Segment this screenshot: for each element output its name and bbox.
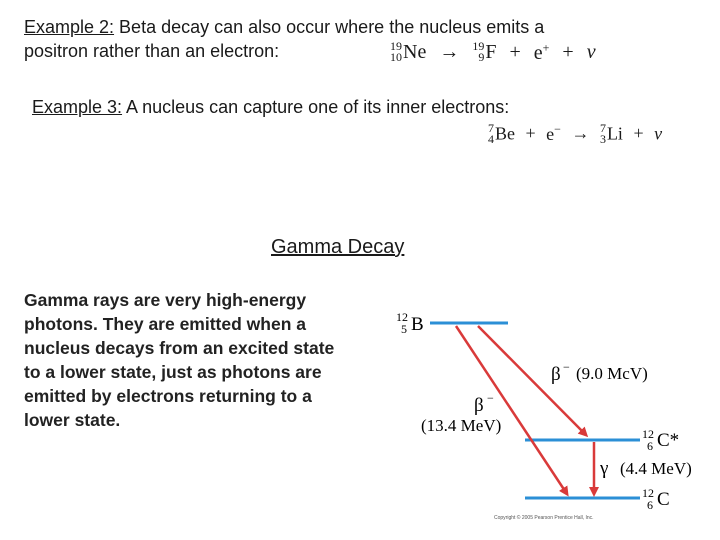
carbon-atomic: 6 [647,498,653,512]
carbon-symbol: C [657,489,670,510]
beta-short-symbol: β [551,364,561,385]
beta-decay-arrow-long [456,326,567,494]
li-symbol: Li [606,123,623,144]
paragraph-line: nucleus decays from an excited state [24,338,335,358]
carbon-mass: 12 [642,486,654,500]
f-isotope-numbers: 19 9 [472,39,485,65]
neutrino-symbol: ν [586,40,596,63]
beta-long-symbol: β [474,395,484,416]
carbon-excited-mass: 12 [642,427,654,441]
beta-short-energy: (9.0 McV) [576,364,648,383]
li-isotope-numbers: 7 3 [599,120,606,146]
example3-text: A nucleus can capture one of its inner electrons: [122,97,510,117]
boron-symbol: B [411,314,424,335]
example2-line2: positron rather than an electron: [24,41,280,61]
carbon-excited-symbol: C* [657,430,680,451]
carbon-excited-atomic: 6 [647,439,653,453]
gamma-symbol: γ [600,458,609,479]
example2-label: Example 2: [24,17,115,37]
paragraph-line: Gamma rays are very high-energy [24,290,307,310]
copyright-notice: Copyright © 2005 Pearson Prentice Hall, Inc. [494,515,594,521]
plus-sign: + [562,40,574,63]
plus-sign: + [509,40,521,63]
neutrino-symbol: ν [654,123,663,144]
be-symbol: Be [495,123,515,144]
f-symbol: F [485,40,497,63]
gamma-energy: (4.4 MeV) [620,459,692,478]
beta-long-energy: (13.4 MeV) [421,416,502,435]
be-isotope-numbers: 7 4 [488,120,494,146]
beta-long-sign: − [487,391,494,405]
plus-sign: + [633,123,644,144]
paragraph-line: emitted by electrons returning to a [24,386,312,406]
beta-short-sign: − [563,360,570,374]
reaction-arrow: → [571,123,590,144]
boron-mass-number: 12 [396,310,408,324]
ne-symbol: Ne [403,40,427,63]
example3-label: Example 3: [32,97,123,117]
gamma-decay-title: Gamma Decay [271,236,405,258]
plus-sign: + [525,123,536,144]
paragraph-line: to a lower state, just as photons are [24,362,322,382]
example2-text1: Beta decay can also occur where the nucleus emits a [114,17,545,37]
reaction-arrow: → [439,40,460,63]
ne-isotope-numbers: 19 10 [390,39,402,65]
positron-symbol: e+ [533,40,550,64]
paragraph-line: lower state. [24,410,121,430]
boron-atomic-number: 5 [401,322,407,336]
electron-symbol: e− [546,122,561,145]
paragraph-line: photons. They are emitted when a [24,314,306,334]
